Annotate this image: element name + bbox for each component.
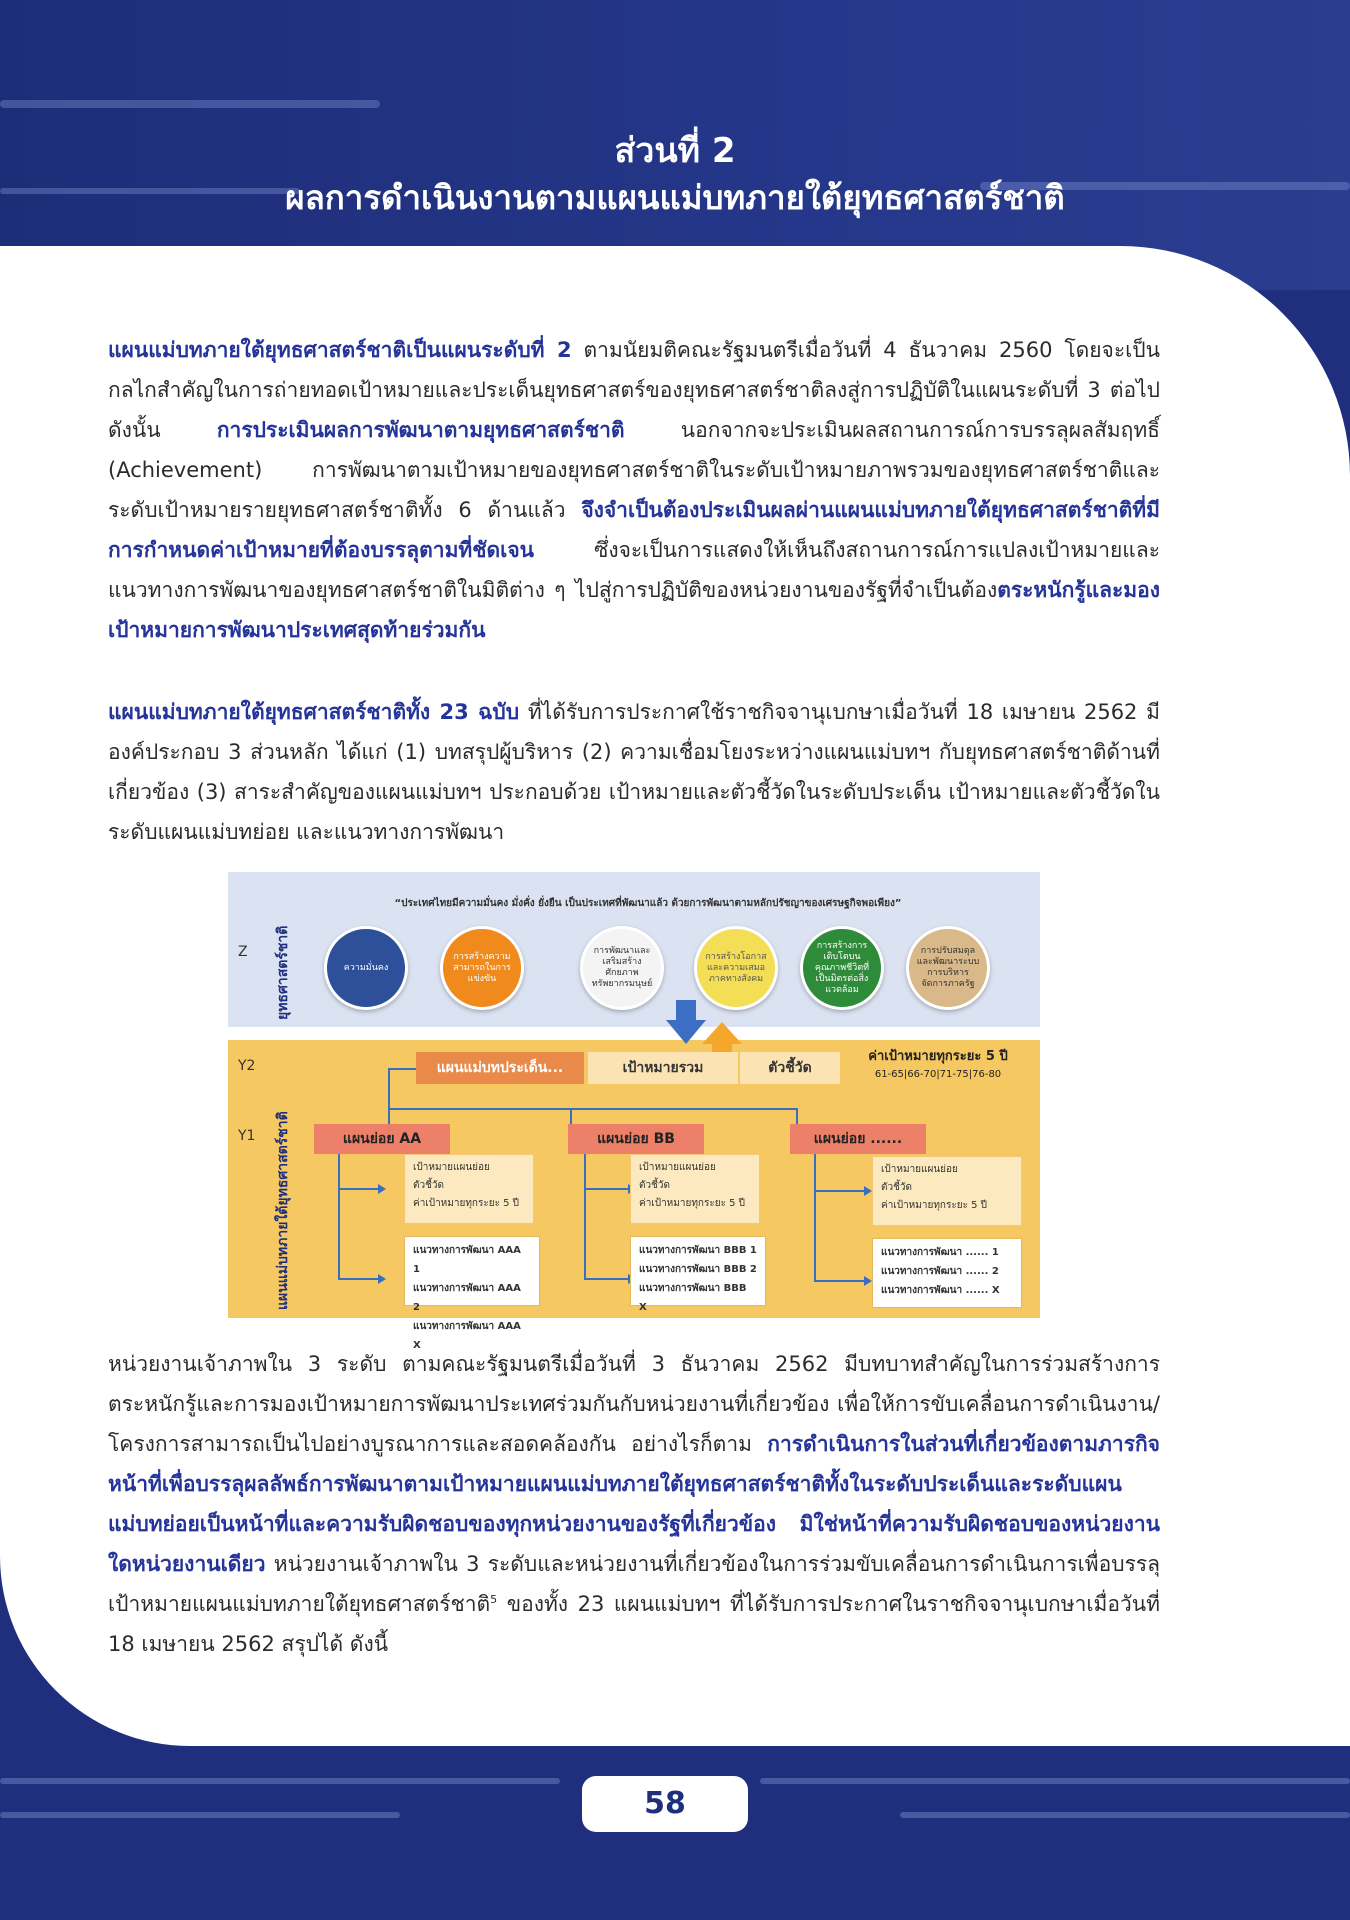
flow-overall-goal: เป้าหมายรวม (588, 1052, 738, 1084)
arrow-up-icon (702, 1022, 742, 1044)
national-strategy-label: ยุทธศาสตร์ชาติ (275, 925, 291, 1020)
arrow-right-icon (864, 1276, 872, 1286)
info-line: ค่าเป้าหมายทุกระยะ 5 ปี (881, 1200, 988, 1211)
footer-stripe (900, 1812, 1350, 1818)
connector-line (584, 1188, 630, 1190)
arrow-down-icon (676, 1000, 696, 1022)
dev-line: แนวทางการพัฒนา BBB X (639, 1283, 747, 1313)
connector-line (338, 1278, 380, 1280)
master-plan-label: แผนแม่บทภายใต้ยุทธศาสตร์ชาติ (275, 1111, 291, 1310)
paragraph-1-text: นอกจากจะประเมินผลสถานการณ์การบรรลุผลสัมฤทธิ์ (Achievement) การพัฒนาตามเป้าหมายของยุทธศาสตร์ชาติในระดับเป้าหมายภาพรวมของยุทธศาสตร์ชาติและระดับเป้าหมายรายยุทธศาสตร์ชาติทั้ง 6 ด้านแล้ว (108, 418, 1160, 522)
subplan-title: แผนย่อย BB (568, 1124, 704, 1154)
paragraph-1-text: ซึ่งจะเป็นการแสดงให้เห็นถึงสถานการณ์การแปลงเป้าหมายและแนวทางการพัฒนาของยุทธศาสตร์ชาติในมิติต่าง ๆ ไปสู่การปฏิบัติของหน่วยงานของรัฐที่จำเป็นต้อง (108, 538, 1160, 602)
paragraph-1 (108, 330, 1160, 650)
dev-line: แนวทางการพัฒนา AAA X (413, 1321, 521, 1351)
paragraph-3-text: หน่วยงานเจ้าภาพใน 3 ระดับ ตามคณะรัฐมนตรีเมื่อวันที่ 3 ธันวาคม 2562 มีบทบาทสำคัญในการร่วมสร้างการตระหนักรู้และการมองเป้าหมายการพัฒนาประเทศร่วมกันกับหน่วยงานที่เกี่ยวข้อง เพื่อให้การขับเคลื่อนการดำเนินงาน/โครงการสามารถเป็นไปอย่างบูรณาการและสอดคล้องกัน อย่างไรก็ตาม (108, 1352, 1160, 1456)
subplan-title: แผนย่อย ...... (790, 1124, 926, 1154)
dev-line: แนวทางการพัฒนา ...... X (881, 1285, 1000, 1296)
arrow-right-icon (378, 1184, 386, 1194)
connector-line (584, 1278, 630, 1280)
info-line: ค่าเป้าหมายทุกระยะ 5 ปี (639, 1198, 746, 1209)
level-z: Z (238, 944, 248, 960)
info-line: ตัวชี้วัด (639, 1180, 671, 1191)
flow-indicator: ตัวชี้วัด (740, 1052, 840, 1084)
subplan-dev (872, 1238, 1022, 1308)
paragraph-1-highlight: ตระหนักรู้และมองเป้าหมายการพัฒนาประเทศสุดท้ายร่วมกัน (108, 578, 1160, 642)
paragraph-2 (108, 692, 1160, 852)
paragraph-1-text: ตามนัยมติคณะรัฐมนตรีเมื่อวันที่ 4 ธันวาคม 2560 โดยจะเป็นกลไกสำคัญในการถ่ายทอดเป้าหมายและประเด็นยุทธศาสตร์ของยุทธศาสตร์ชาติลงสู่การปฏิบัติในแผนระดับที่ 3 ต่อไป ดังนั้น (108, 338, 1160, 442)
info-line: ตัวชี้วัด (413, 1180, 445, 1191)
info-line: เป้าหมายแผนย่อย (413, 1162, 490, 1173)
subplan-dev (404, 1236, 540, 1351)
dev-line: แนวทางการพัฒนา ...... 1 (881, 1247, 999, 1258)
paragraph-3-text: ของทั้ง 23 แผนแม่บทฯ ที่ได้รับการประกาศในราชกิจจานุเบกษาเมื่อวันที่ 18 เมษายน 2562 สรุปได้ ดังนี้ (108, 1592, 1160, 1656)
arrow-right-icon (864, 1186, 872, 1196)
dev-line: แนวทางการพัฒนา AAA 2 (413, 1283, 521, 1313)
connector-line (388, 1068, 416, 1070)
paragraph-2-text: ที่ได้รับการประกาศใช้ราชกิจจานุเบกษาเมื่อวันที่ 18 เมษายน 2562 มีองค์ประกอบ 3 ส่วนหลัก ได้แก่ (1) บทสรุปผู้บริหาร (2) ความเชื่อมโยงระหว่างแผนแม่บทฯ กับยุทธศาสตร์ชาติด้านที่เกี่ยวข้อง (3) สาระสำคัญของแผนแม่บทฯ ประกอบด้วย เป้าหมายและตัวชี้วัดในระดับประเด็น เป้าหมายและตัวชี้วัดในระดับแผนแม่บทย่อย และแนวทางการพัฒนา (108, 700, 1160, 844)
info-line: เป้าหมายแผนย่อย (639, 1162, 716, 1173)
paragraph-3-highlight: การดำเนินการในส่วนที่เกี่ยวข้องตามภารกิจหน้าที่เพื่อบรรลุผลลัพธ์การพัฒนาตามเป้าหมายแผนแม่บทภายใต้ยุทธศาสตร์ชาติทั้งในระดับประเด็นและระดับแผนแม่บทย่อยเป็นหน้าที่และความรับผิดชอบของทุกหน่วยงานของรัฐที่เกี่ยวข้อง มิใช่หน้าที่ความรับผิดชอบของหน่วยงานใดหน่วยงานเดียว (108, 1432, 1160, 1576)
paragraph-3 (108, 1344, 1160, 1664)
paragraph-2-highlight: แผนแม่บทภายใต้ยุทธศาสตร์ชาติทั้ง 23 ฉบับ (108, 700, 520, 724)
arrow-right-icon (378, 1274, 386, 1284)
arrow-down-icon (666, 1020, 706, 1044)
flow-target (848, 1048, 1028, 1084)
footer-stripe (0, 1812, 400, 1818)
dev-line: แนวทางการพัฒนา BBB 1 (639, 1245, 757, 1256)
subplan-info (872, 1156, 1022, 1226)
section-title-line2: ผลการดำเนินงานตามแผนแม่บทภายใต้ยุทธศาสตร์ชาติ (285, 178, 1065, 217)
subplan-dev (630, 1236, 766, 1313)
info-line: ค่าเป้าหมายทุกระยะ 5 ปี (413, 1198, 520, 1209)
connector-line (814, 1154, 816, 1282)
strategy-diagram (228, 872, 1040, 1351)
dev-line: แนวทางการพัฒนา ...... 2 (881, 1266, 999, 1277)
flow-master-plan: แผนแม่บทประเด็น... (416, 1052, 584, 1084)
vision-statement: “ประเทศไทยมีความมั่นคง มั่งคั่ง ยั่งยืน เป็นประเทศที่พัฒนาแล้ว ด้วยการพัฒนาตามหลักปรัชญาของเศรษฐกิจพอเพียง” (394, 898, 902, 909)
subplan-title: แผนย่อย AA (314, 1124, 450, 1154)
subplan-info (404, 1154, 534, 1224)
paragraph-1-highlight: การประเมินผลการพัฒนาตามยุทธศาสตร์ชาติ (216, 418, 625, 442)
connector-line (814, 1190, 866, 1192)
connector-line (584, 1154, 586, 1280)
strategy-circle: ความมั่นคง (324, 926, 408, 1010)
level-y2: Y2 (238, 1058, 256, 1074)
page-number: 58 (582, 1776, 748, 1832)
connector-line (814, 1280, 866, 1282)
paragraph-1-highlight: จึงจำเป็นต้องประเมินผลผ่านแผนแม่บทภายใต้ยุทธศาสตร์ชาติที่มีการกำหนดค่าเป้าหมายที่ต้องบรรลุตามที่ชัดเจน (108, 498, 1160, 562)
footer-stripe (0, 1778, 560, 1784)
section-title-line1: ส่วนที่ 2 (614, 131, 736, 171)
connector-line (338, 1188, 380, 1190)
level-y1: Y1 (238, 1128, 256, 1144)
connector-line (388, 1068, 390, 1124)
flow-target-periods: 61-65|66-70|71-75|76-80 (874, 1069, 1002, 1080)
header-stripe (0, 100, 380, 108)
dev-line: แนวทางการพัฒนา AAA 1 (413, 1245, 521, 1275)
info-line: ตัวชี้วัด (881, 1182, 913, 1193)
paragraph-3-text: หน่วยงานเจ้าภาพใน 3 ระดับและหน่วยงานที่เกี่ยวข้องในการร่วมขับเคลื่อนการดำเนินการเพื่อบรรลุเป้าหมายแผนแม่บทภายใต้ยุทธศาสตร์ชาติ (108, 1552, 1160, 1616)
connector-line (338, 1154, 340, 1280)
strategy-circle: การสร้างการเติบโตบนคุณภาพชีวิตที่เป็นมิตรต่อสิ่งแวดล้อม (800, 926, 884, 1010)
strategy-circle: การปรับสมดุลและพัฒนาระบบการบริหารจัดการภาครัฐ (906, 926, 990, 1010)
strategy-circle: การพัฒนาและเสริมสร้างศักยภาพทรัพยากรมนุษย์ (580, 926, 664, 1010)
strategy-circle: การสร้างความสามารถในการแข่งขัน (440, 926, 524, 1010)
footnote-marker[interactable]: 5 (490, 1593, 498, 1606)
connector-line (388, 1108, 798, 1110)
connector-line (796, 1108, 798, 1124)
strategy-circle: การสร้างโอกาสและความเสมอภาคทางสังคม (694, 926, 778, 1010)
dev-line: แนวทางการพัฒนา BBB 2 (639, 1264, 757, 1275)
connector-line (570, 1108, 572, 1124)
paragraph-1-highlight: แผนแม่บทภายใต้ยุทธศาสตร์ชาติเป็นแผนระดับที่ 2 (108, 338, 572, 362)
footer-stripe (760, 1778, 1350, 1784)
flow-target-title: ค่าเป้าหมายทุกระยะ 5 ปี (868, 1049, 1008, 1064)
subplan-info (630, 1154, 760, 1224)
section-title (0, 128, 1350, 222)
info-line: เป้าหมายแผนย่อย (881, 1164, 958, 1175)
